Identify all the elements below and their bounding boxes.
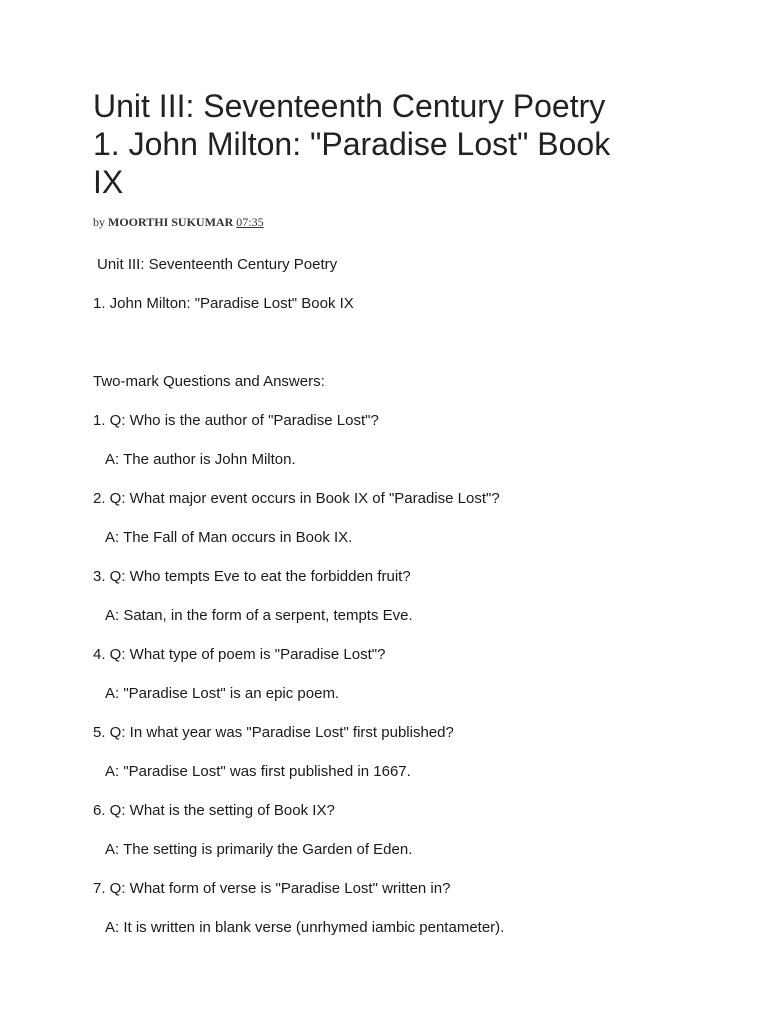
sub-heading: 1. John Milton: "Paradise Lost" Book IX [93, 295, 354, 312]
answer-text: A: Satan, in the form of a serpent, tempts Eve. [105, 607, 413, 624]
question-text: 4. Q: What type of poem is "Paradise Lost"? [93, 646, 386, 663]
author-link[interactable]: MOORTHI SUKUMAR [108, 215, 234, 229]
post-container [93, 87, 673, 947]
unit-heading: Unit III: Seventeenth Century Poetry [97, 256, 338, 273]
question-text: 7. Q: What form of verse is "Paradise Lost" written in? [93, 880, 451, 897]
answer-text: A: "Paradise Lost" is an epic poem. [105, 685, 340, 702]
post-title-line: Unit III: Seventeenth Century Poetry [93, 88, 606, 124]
section-heading: Two-mark Questions and Answers: [93, 373, 325, 390]
post-byline [93, 215, 673, 229]
answer-text: A: The setting is primarily the Garden of Eden. [105, 841, 413, 858]
post-title-line: IX [93, 164, 124, 200]
answer-text: A: The Fall of Man occurs in Book IX. [105, 529, 353, 546]
post-body [93, 245, 673, 947]
question-text: 2. Q: What major event occurs in Book IX of "Paradise Lost"? [93, 490, 500, 507]
byline-prefix: by [93, 215, 105, 229]
post-title [93, 87, 673, 201]
answer-text: A: "Paradise Lost" was first published in 1667. [105, 763, 411, 780]
question-text: 3. Q: Who tempts Eve to eat the forbidden fruit? [93, 568, 411, 585]
blank-line [93, 323, 673, 362]
question-text: 6. Q: What is the setting of Book IX? [93, 802, 335, 819]
question-text: 1. Q: Who is the author of "Paradise Lost"? [93, 412, 379, 429]
post-title-line: 1. John Milton: "Paradise Lost" Book [93, 126, 611, 162]
answer-text: A: The author is John Milton. [105, 451, 296, 468]
answer-text: A: It is written in blank verse (unrhymed iambic pentameter). [105, 919, 505, 936]
question-text: 5. Q: In what year was "Paradise Lost" first published? [93, 724, 454, 741]
timestamp-link[interactable]: 07:35 [236, 215, 264, 229]
